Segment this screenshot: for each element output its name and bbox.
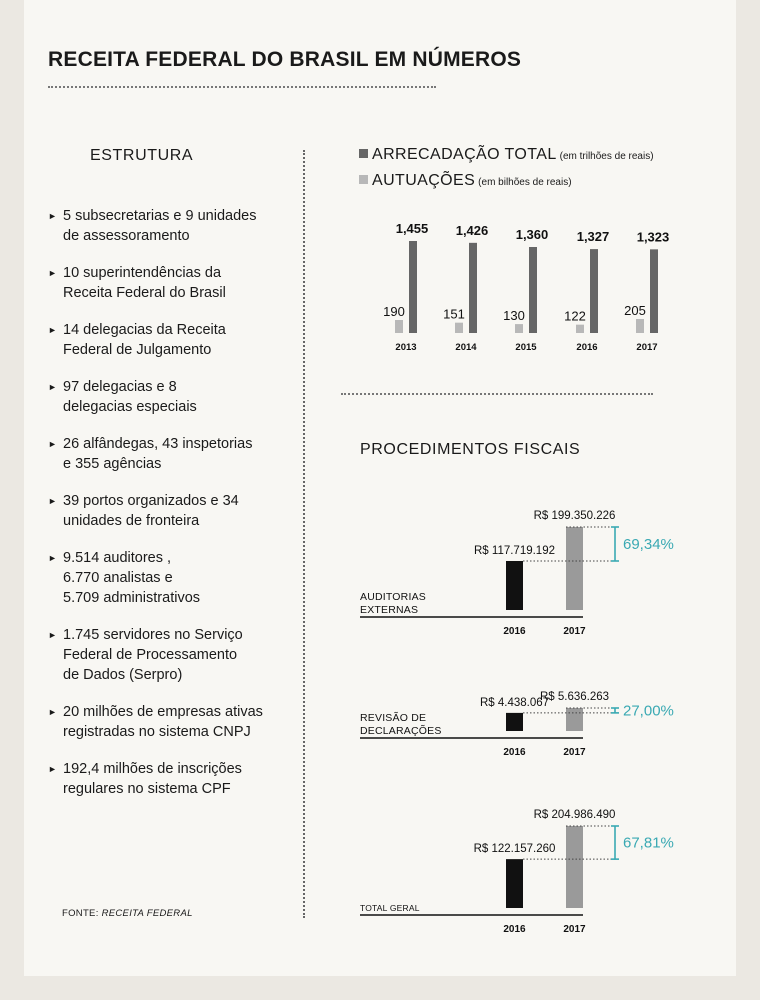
source-label: FONTE: [62, 908, 99, 919]
year-tick-label: 2016 [503, 747, 526, 758]
arrecadacao-bar [650, 249, 658, 333]
bullet-icon: ► [48, 439, 57, 449]
year-tick-label: 2014 [455, 342, 477, 353]
year-tick-label: 2016 [503, 924, 526, 935]
autuacoes-bar [395, 320, 403, 333]
arrecadacao-value-label: 1,426 [455, 222, 489, 238]
arrecadacao-bar [469, 243, 477, 333]
legend-unit: (em bilhões de reais) [478, 177, 572, 188]
panel-label: DECLARAÇÕES [360, 725, 442, 737]
arrecadacao-value-label: 1,323 [636, 229, 670, 245]
bar-2017 [566, 527, 583, 610]
autuacoes-value-label: 130 [503, 308, 525, 324]
source-name: RECEITA FEDERAL [101, 908, 193, 919]
panel-label: AUDITORIAS [360, 591, 426, 603]
autuacoes-bar [515, 324, 523, 333]
autuacoes-value-label: 205 [624, 302, 646, 318]
bullet-icon: ► [48, 707, 57, 717]
arrecadacao-value-label: 1,455 [395, 221, 429, 236]
estrutura-item-text: 97 delegacias e 8 delegacias especiais [63, 379, 197, 415]
bullet-icon: ► [48, 764, 57, 774]
arrecadacao-bar [409, 241, 417, 333]
autuacoes-value-label: 122 [564, 308, 586, 324]
estrutura-item-text: 10 superintendências da Receita Federal do Brasil [63, 265, 226, 301]
year-tick-label: 2016 [503, 626, 526, 637]
estrutura-item-text: 14 delegacias da Receita Federal de Julgamento [63, 322, 226, 358]
value-label-2016: R$ 122.157.260 [473, 843, 556, 856]
year-tick-label: 2017 [563, 747, 586, 758]
year-tick-label: 2017 [636, 342, 658, 353]
panel-label: REVISÃO DE [360, 712, 427, 724]
bullet-icon: ► [48, 211, 57, 221]
value-label-2017: R$ 204.986.490 [533, 809, 616, 821]
bullet-icon: ► [48, 553, 57, 563]
legend-label: AUTUAÇÕES [372, 172, 476, 189]
year-tick-label: 2017 [563, 924, 586, 935]
legend-label: ARRECADAÇÃO TOTAL [372, 146, 557, 163]
change-percent-label: 27,00% [623, 702, 674, 720]
bar-2017 [566, 826, 583, 908]
autuacoes-bar [576, 325, 584, 333]
panel-label: TOTAL GERAL [360, 903, 420, 913]
bar-2017 [566, 708, 583, 731]
bullet-icon: ► [48, 325, 57, 335]
year-tick-label: 2017 [563, 626, 586, 637]
estrutura-item-text: 9.514 auditores , 6.770 analistas e 5.709 administrativos [63, 550, 201, 606]
estrutura-item-text: 192,4 milhões de inscrições regulares no sistema CPF [63, 761, 242, 797]
year-tick-label: 2016 [576, 342, 598, 353]
bullet-icon: ► [48, 496, 57, 506]
arrecadacao-value-label: 1,360 [515, 227, 549, 243]
page-title: RECEITA FEDERAL DO BRASIL EM NÚMEROS [48, 48, 522, 71]
bullet-icon: ► [48, 268, 57, 278]
estrutura-heading: ESTRUTURA [90, 147, 194, 164]
autuacoes-bar [455, 323, 463, 333]
estrutura-item-text: 5 subsecretarias e 9 unidades de assessoramento [63, 208, 257, 244]
estrutura-item-text: 26 alfândegas, 43 inspetorias e 355 agências [63, 436, 253, 472]
value-label-2016: R$ 4.438.067 [479, 696, 550, 709]
change-percent-label: 67,81% [623, 834, 674, 852]
bar-2016 [506, 859, 523, 908]
arrecadacao-bar [590, 249, 598, 333]
bullet-icon: ► [48, 630, 57, 640]
value-label-2017: R$ 5.636.263 [539, 691, 610, 703]
estrutura-item-text: 1.745 servidores no Serviço Federal de Processamento de Dados (Serpro) [63, 627, 243, 683]
legend-unit: (em trilhões de reais) [559, 151, 654, 162]
change-percent-label: 69,34% [623, 535, 674, 553]
autuacoes-value-label: 190 [383, 304, 405, 319]
bullet-icon: ► [48, 382, 57, 392]
estrutura-item-text: 39 portos organizados e 34 unidades de fronteira [63, 493, 239, 529]
bar-2016 [506, 561, 523, 610]
year-tick-label: 2013 [395, 342, 417, 353]
autuacoes-value-label: 151 [443, 306, 465, 322]
year-tick-label: 2015 [515, 342, 537, 353]
procedimentos-heading: PROCEDIMENTOS FISCAIS [360, 441, 581, 458]
autuacoes-bar [636, 319, 644, 333]
panel-label: EXTERNAS [360, 604, 419, 616]
estrutura-item-text: 20 milhões de empresas ativas registradas no sistema CNPJ [63, 704, 263, 740]
arrecadacao-value-label: 1,327 [576, 229, 610, 245]
bar-2016 [506, 713, 523, 731]
arrecadacao-bar [529, 247, 537, 333]
value-label-2016: R$ 117.719.192 [474, 544, 555, 557]
value-label-2017: R$ 199.350.226 [533, 510, 616, 522]
